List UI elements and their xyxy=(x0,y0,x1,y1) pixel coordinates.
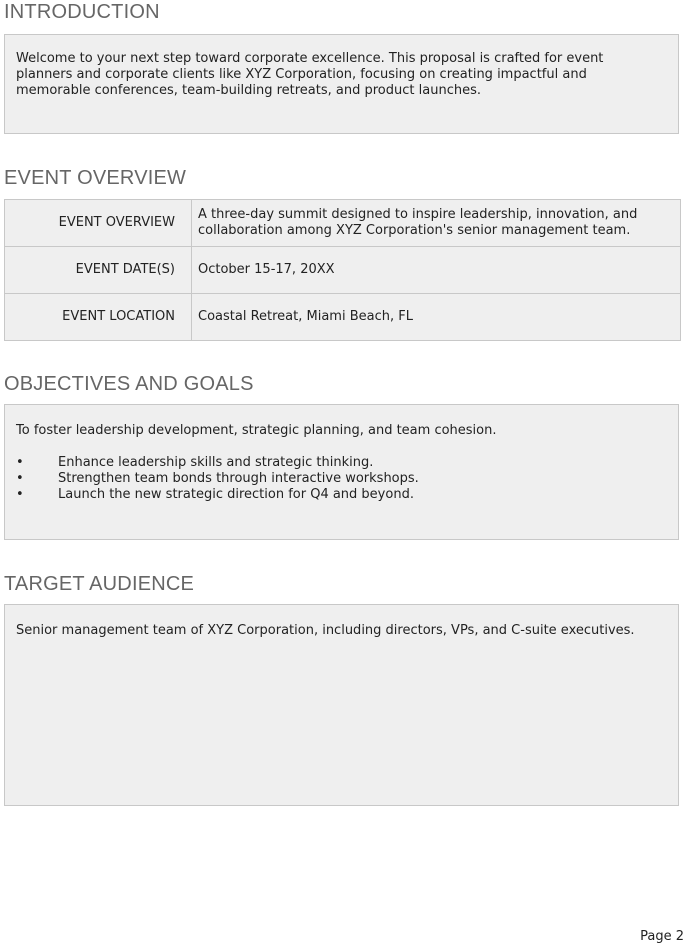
list-item xyxy=(16,471,654,487)
page-number: Page 2 xyxy=(640,929,684,944)
target-audience-text: Senior management team of XYZ Corporation, including directors, VPs, and C-suite executives. xyxy=(16,623,635,638)
event-overview-label: EVENT OVERVIEW xyxy=(5,200,192,247)
event-dates-value: October 15-17, 20XX xyxy=(192,247,681,294)
event-overview-value: A three-day summit designed to inspire leadership, innovation, and collaboration among XYZ Corporation's senior management team. xyxy=(192,200,681,247)
bullet-text: Strengthen team bonds through interactive workshops. xyxy=(58,471,419,486)
introduction-box xyxy=(4,34,679,134)
objectives-list xyxy=(16,455,654,503)
bullet-icon: • xyxy=(16,487,24,502)
table-row xyxy=(5,247,681,294)
bullet-text: Launch the new strategic direction for Q4 and beyond. xyxy=(58,487,414,502)
list-item xyxy=(16,487,654,503)
table-row xyxy=(5,294,681,341)
target-audience-box xyxy=(4,604,679,806)
objectives-intro: To foster leadership development, strategic planning, and team cohesion. xyxy=(16,423,497,438)
bullet-icon: • xyxy=(16,455,24,470)
event-overview-heading: EVENT OVERVIEW xyxy=(4,167,187,189)
objectives-heading: OBJECTIVES AND GOALS xyxy=(4,373,254,395)
table-row xyxy=(5,200,681,247)
bullet-icon: • xyxy=(16,471,24,486)
bullet-text: Enhance leadership skills and strategic thinking. xyxy=(58,455,374,470)
event-overview-table xyxy=(4,199,681,341)
target-audience-heading: TARGET AUDIENCE xyxy=(4,573,195,595)
event-location-value: Coastal Retreat, Miami Beach, FL xyxy=(192,294,681,341)
event-location-label: EVENT LOCATION xyxy=(5,294,192,341)
objectives-box xyxy=(4,404,679,540)
list-item xyxy=(16,455,654,471)
introduction-heading: INTRODUCTION xyxy=(4,1,160,23)
introduction-text: Welcome to your next step toward corporate excellence. This proposal is crafted for event planners and corporate clients like XYZ Corporation, focusing on creating impactful and memorable conferences, team-building retreats, and product launches. xyxy=(16,51,604,98)
event-dates-label: EVENT DATE(S) xyxy=(5,247,192,294)
